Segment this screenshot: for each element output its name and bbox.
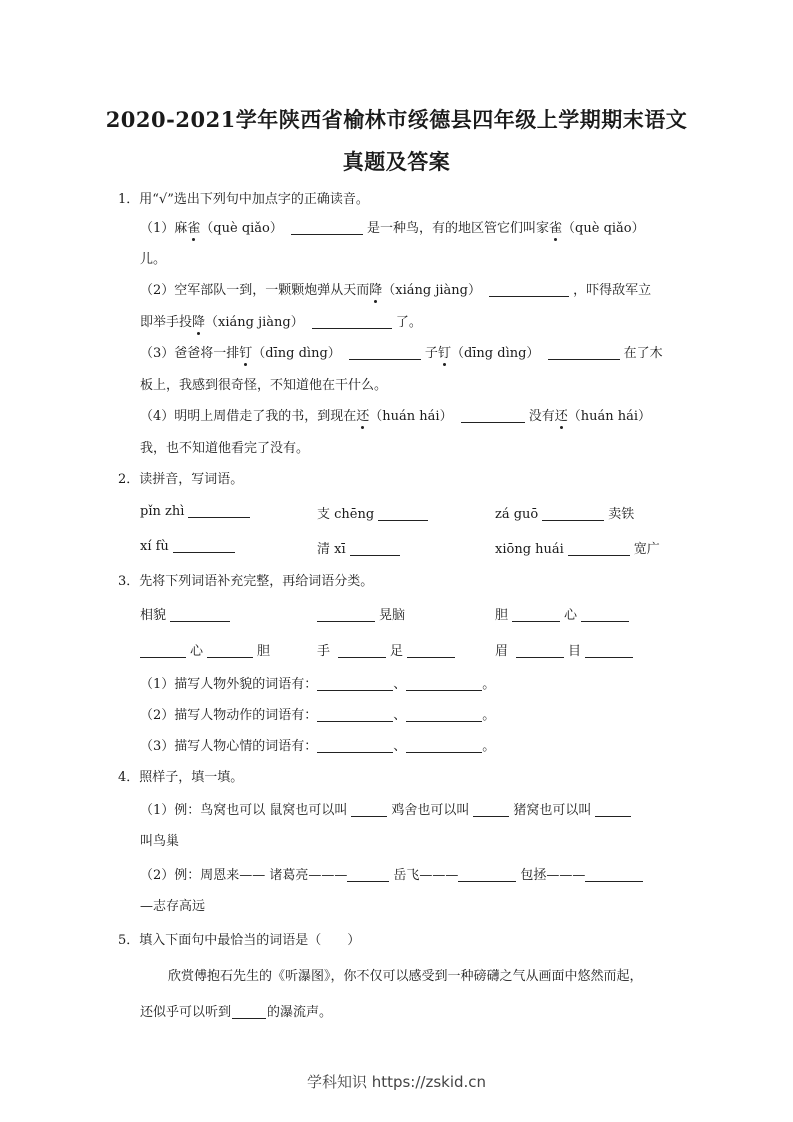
q2-word-4: xí fù bbox=[140, 538, 239, 554]
answer-blank[interactable] bbox=[512, 607, 560, 622]
answer-blank[interactable] bbox=[542, 506, 604, 521]
q1-stem: 1．用“√”选出下列句中加点字的正确读音。 bbox=[118, 192, 369, 207]
dotted-char: 钉 bbox=[437, 346, 451, 361]
q3-stem: 3．先将下列词语补充完整，再给词语分类。 bbox=[118, 574, 374, 589]
answer-blank[interactable] bbox=[585, 867, 643, 882]
answer-blank[interactable] bbox=[349, 345, 421, 360]
q4-example-1-cont: 叫鸟巢 bbox=[140, 834, 180, 849]
answer-blank[interactable] bbox=[188, 503, 250, 518]
answer-blank[interactable] bbox=[291, 220, 363, 235]
answer-blank[interactable] bbox=[347, 867, 389, 882]
q3-word-5: 手 足 bbox=[317, 640, 459, 659]
answer-blank[interactable] bbox=[406, 676, 482, 691]
answer-blank[interactable] bbox=[207, 643, 253, 658]
answer-blank[interactable] bbox=[317, 607, 375, 622]
q1-item1-line2: 儿。 bbox=[140, 252, 167, 267]
q3-sub-2: （2）描写人物动作的词语有： 、 。 bbox=[140, 708, 496, 723]
answer-blank[interactable] bbox=[458, 867, 516, 882]
dotted-char: 雀 bbox=[187, 221, 201, 236]
q3-word-1: 相貌 bbox=[140, 604, 234, 623]
q3-sub-3: （3）描写人物心情的词语有： 、 。 bbox=[140, 739, 496, 754]
q2-word-5: 清 xī bbox=[317, 538, 404, 557]
answer-blank[interactable] bbox=[581, 607, 629, 622]
q1-item4-line1: （4）明明上周借走了我的书，到现在还（huán hái） 没有还（huán hái） bbox=[140, 409, 652, 424]
q2-word-6: xiōng huái 宽广 bbox=[495, 542, 660, 557]
q3-word-4: 心 胆 bbox=[140, 640, 270, 659]
answer-blank[interactable] bbox=[461, 408, 525, 423]
q2-word-2: 支 chēng bbox=[317, 503, 432, 522]
q4-example-2-cont: —志存高远 bbox=[140, 899, 206, 914]
answer-blank[interactable] bbox=[170, 607, 230, 622]
answer-blank[interactable] bbox=[489, 282, 569, 297]
q4-example-2: （2）例：周恩来—— 诸葛亮——— 岳飞——— 包拯——— bbox=[140, 864, 647, 883]
answer-blank[interactable] bbox=[406, 738, 482, 753]
answer-blank[interactable] bbox=[350, 541, 400, 556]
answer-blank[interactable] bbox=[595, 802, 631, 817]
dotted-char: 降 bbox=[369, 283, 383, 298]
q1-item3-line2: 板上，我感到很奇怪，不知道他在干什么。 bbox=[140, 378, 388, 393]
document-title-line1: 2020-2021学年陕西省榆林市绥德县四年级上学期期末语文 bbox=[105, 107, 688, 132]
answer-blank[interactable] bbox=[585, 643, 633, 658]
q2-word-1: pǐn zhì bbox=[140, 503, 254, 519]
q5-paragraph-line1: 欣赏傅抱石先生的《听瀑图》，你不仅可以感受到一种磅礴之气从画面中悠然而起， bbox=[168, 969, 643, 984]
answer-blank[interactable] bbox=[378, 506, 428, 521]
q1-item2-line2: 即举手投降（xiáng jiàng） 了。 bbox=[140, 315, 422, 330]
answer-blank[interactable] bbox=[473, 802, 509, 817]
q1-item2-line1: （2）空军部队一到，一颗颗炮弹从天而降（xiáng jiàng） ，吓得敌军立 bbox=[140, 283, 652, 298]
answer-blank[interactable] bbox=[312, 314, 392, 329]
q5-paragraph-line2: 还似乎可以听到 的瀑流声。 bbox=[140, 1005, 333, 1020]
q3-word-6: 眉 目 bbox=[495, 640, 637, 659]
q1-item1-line1: （1）麻雀（què qiǎo） 是一种鸟，有的地区管它们叫家雀（què qiǎo） bbox=[140, 221, 645, 236]
q1-item4-line2: 我，也不知道他看完了没有。 bbox=[140, 441, 310, 456]
dotted-char: 雀 bbox=[549, 221, 563, 236]
dotted-char: 降 bbox=[192, 315, 206, 330]
q2-word-3: zá guō 卖铁 bbox=[495, 507, 635, 522]
answer-blank[interactable] bbox=[173, 538, 235, 553]
answer-blank[interactable] bbox=[407, 643, 455, 658]
answer-blank[interactable] bbox=[548, 345, 620, 360]
q3-sub-1: （1）描写人物外貌的词语有： 、 。 bbox=[140, 677, 496, 692]
answer-blank[interactable] bbox=[140, 643, 186, 658]
q4-stem: 4．照样子，填一填。 bbox=[118, 770, 244, 785]
answer-blank[interactable] bbox=[406, 707, 482, 722]
footer-watermark: 学科知识 https://zskid.cn bbox=[306, 1073, 487, 1091]
q5-stem: 5．填入下面句中最恰当的词语是（ ） bbox=[118, 933, 361, 948]
dotted-char: 还 bbox=[554, 409, 568, 424]
answer-blank[interactable] bbox=[351, 802, 387, 817]
q4-example-1: （1）例：鸟窝也可以 鼠窝也可以叫 鸡舍也可以叫 猪窝也可以叫 bbox=[140, 799, 635, 818]
answer-blank[interactable] bbox=[338, 643, 386, 658]
answer-blank[interactable] bbox=[232, 1004, 266, 1019]
q3-word-3: 胆 心 bbox=[495, 604, 633, 623]
answer-blank[interactable] bbox=[317, 738, 393, 753]
answer-blank[interactable] bbox=[317, 707, 393, 722]
q1-item3-line1: （3）爸爸将一排钉（dīng dìng） 子钉（dīng dìng） 在了木 bbox=[140, 346, 663, 361]
q2-stem: 2．读拼音，写词语。 bbox=[118, 472, 244, 487]
document-title-line2: 真题及答案 bbox=[342, 149, 451, 174]
dotted-char: 钉 bbox=[239, 346, 253, 361]
dotted-char: 还 bbox=[356, 409, 370, 424]
q3-word-2: 晃脑 bbox=[317, 604, 405, 623]
answer-blank[interactable] bbox=[516, 643, 564, 658]
answer-blank[interactable] bbox=[317, 676, 393, 691]
answer-blank[interactable] bbox=[568, 541, 630, 556]
